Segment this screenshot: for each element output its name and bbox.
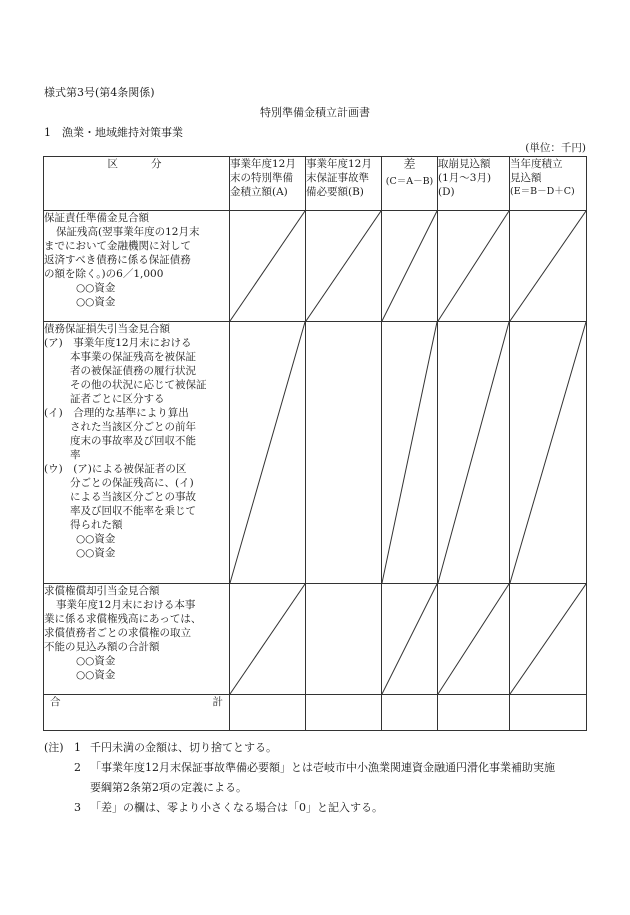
fund-line: ○○資金 [76, 282, 116, 294]
note-2-continuation: 要綱第2条第2項の定義による。 [90, 781, 247, 794]
col-e-line: (E＝B－D＋C) [510, 186, 575, 197]
slash-cell [382, 584, 438, 695]
diagonal-slash [230, 211, 305, 321]
diagonal-slash [510, 584, 586, 694]
empty-cell [438, 695, 510, 731]
slash-cell [230, 211, 306, 322]
row-line: (ア) 事業年度12月末における [44, 337, 192, 349]
row-line: 本事業の保証残高を被保証 [70, 351, 196, 363]
row-line: 分ごとの保証残高に、(イ) [70, 477, 194, 489]
section-heading: 1 漁業・地域維持対策事業 [44, 126, 183, 139]
row-line: 求償権償却引当金見合額 [44, 585, 160, 597]
diagonal-slash [382, 584, 437, 694]
slash-cell [382, 322, 438, 584]
row-line: 度末の事故率及び回収不能 [70, 435, 196, 447]
col-b-line: 末保証事故準 [306, 172, 369, 184]
empty-cell [382, 695, 438, 731]
col-e-line: 見込額 [510, 172, 542, 184]
notes [44, 738, 555, 818]
col-d-line: (D) [438, 186, 455, 198]
slash-cell [230, 584, 306, 695]
slash-cell [438, 584, 510, 695]
row-line: 率 [70, 449, 81, 461]
row-line: (ウ) (ア)による被保証者の区 [44, 463, 187, 475]
total-label-left: 合 [50, 696, 61, 708]
slash-cell [438, 322, 510, 584]
diagonal-slash [382, 322, 437, 583]
notes-prefix: (注) [44, 741, 64, 754]
slash-cell [438, 211, 510, 322]
diagonal-slash [382, 211, 437, 321]
col-a-line: 事業年度12月 [230, 158, 296, 170]
col-a-line: 金積立額(A) [230, 186, 288, 198]
empty-cell [306, 695, 382, 731]
col-a-header [230, 157, 306, 211]
row-line: 業に係る求償権残高にあっては、 [44, 613, 202, 625]
note-1 [44, 738, 555, 758]
slash-cell [230, 322, 306, 584]
col-d-line: 取崩見込額 [438, 158, 491, 170]
row-line: の額を除く。)の6／1,000 [44, 268, 164, 280]
note-number: 3 [74, 801, 81, 814]
col-b-line: 備必要額(B) [306, 186, 364, 198]
row-line: 得られた額 [70, 519, 123, 531]
header-row [44, 157, 587, 211]
slash-cell [382, 211, 438, 322]
slash-cell [510, 584, 587, 695]
total-label [44, 695, 230, 731]
row-line: 返済すべき債務に係る保証債務 [44, 254, 191, 266]
slash-cell [306, 211, 382, 322]
fund-line: ○○資金 [76, 669, 116, 681]
row-line: 者の被保証債務の履行状況 [70, 365, 196, 377]
note-number: 1 [74, 741, 81, 754]
slash-cell [510, 211, 587, 322]
guarantee-reserve-label [44, 211, 230, 322]
diagonal-slash [438, 322, 509, 583]
slash-cell [510, 322, 587, 584]
row-line: 求償債務者ごとの求償権の取立 [44, 627, 191, 639]
col-c-line: (C＝A－B) [385, 176, 434, 187]
diagonal-slash [230, 322, 305, 583]
note-3 [44, 798, 555, 818]
guarantee-reserve-row [44, 211, 587, 322]
note-text: 「事業年度12月末保証事故準備必要額」とは壱岐市中小漁業関連資金融通円滑化事業補助実施 [90, 761, 555, 774]
note-text: 千円未満の金額は、切り捨てとする。 [90, 741, 277, 754]
col-b-line: 事業年度12月 [306, 158, 372, 170]
claim-allowance-row [44, 584, 587, 695]
fund-line: ○○資金 [76, 547, 116, 559]
note-number: 2 [74, 761, 81, 774]
loss-allowance-label [44, 322, 230, 584]
note-2 [44, 758, 555, 778]
col-e-line: 当年度積立 [510, 158, 563, 170]
col-c-line: 差 [403, 157, 416, 171]
diagonal-slash [306, 211, 381, 321]
col-d-line: (1月～3月) [438, 172, 492, 184]
unit-label: (単位：千円) [525, 142, 586, 154]
row-line: 保証残高(翌事業年度の12月末 [56, 226, 200, 238]
diagonal-slash [510, 322, 586, 583]
row-line: までにおいて金融機関に対して [44, 240, 191, 252]
document-title: 特別準備金積立計画書 [260, 106, 370, 119]
col-e-header [510, 157, 587, 211]
row-line: その他の状況に応じて被保証 [70, 379, 207, 391]
col-d-header [438, 157, 510, 211]
row-line: 事業年度12月末における本事 [56, 599, 196, 611]
diagonal-slash [510, 211, 586, 321]
empty-cell [230, 695, 306, 731]
empty-cell [306, 584, 382, 695]
row-line: 不能の見込み額の合計額 [44, 641, 160, 653]
fund-line: ○○資金 [76, 533, 116, 545]
empty-cell [306, 322, 382, 584]
empty-cell [510, 695, 587, 731]
plan-table [43, 156, 587, 731]
row-line: 証者ごとに区分する [70, 393, 165, 405]
category-header: 区 分 [44, 157, 230, 211]
col-c-header [382, 157, 438, 211]
claim-allowance-label [44, 584, 230, 695]
fund-line: ○○資金 [76, 655, 116, 667]
row-line: された当該区分ごとの前年 [70, 421, 196, 433]
row-line: 保証責任準備金見合額 [44, 212, 149, 224]
diagonal-slash [438, 584, 509, 694]
loss-allowance-row [44, 322, 587, 584]
total-row [44, 695, 587, 731]
form-number: 様式第3号(第4条関係) [44, 86, 155, 99]
note-text: 「差」の欄は、零より小さくなる場合は「0」と記入する。 [90, 801, 383, 814]
diagonal-slash [230, 584, 305, 694]
row-line: による当該区分ごとの事故 [70, 491, 196, 503]
total-label-right: 計 [212, 696, 223, 708]
row-line: 債務保証損失引当金見合額 [44, 323, 170, 335]
row-line: 率及び回収不能率を乗じて [70, 505, 196, 517]
col-a-line: 末の特別準備 [230, 172, 293, 184]
diagonal-slash [438, 211, 509, 321]
col-b-header [306, 157, 382, 211]
row-line: (イ) 合理的な基準により算出 [44, 407, 189, 419]
fund-line: ○○資金 [76, 296, 116, 308]
